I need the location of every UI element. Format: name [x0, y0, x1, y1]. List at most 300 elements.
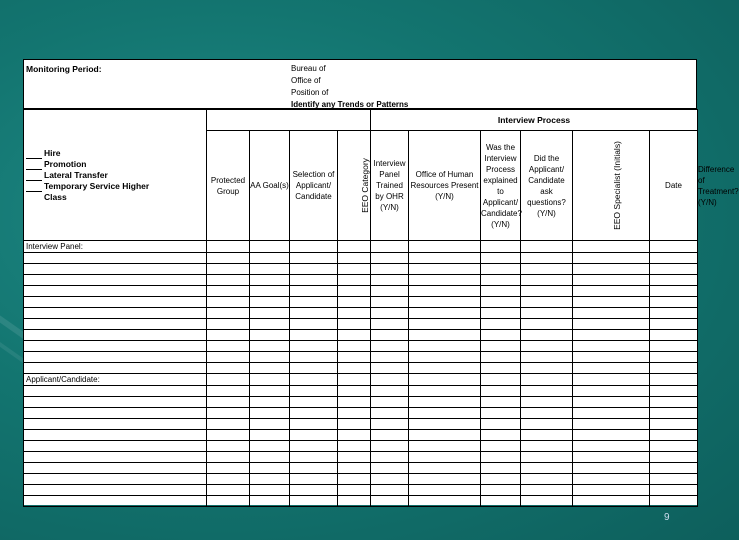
form-cell[interactable]	[650, 408, 698, 419]
row-label-cell[interactable]	[24, 297, 207, 308]
form-cell[interactable]	[650, 286, 698, 297]
form-cell[interactable]	[409, 452, 481, 463]
form-cell[interactable]	[573, 275, 650, 286]
action-type-list	[24, 110, 207, 241]
form-cell[interactable]	[338, 352, 371, 363]
form-cell[interactable]	[650, 452, 698, 463]
action-promotion: Promotion	[44, 158, 87, 169]
form-cell[interactable]	[250, 452, 290, 463]
form-cell[interactable]	[290, 386, 338, 397]
form-cell[interactable]	[290, 496, 338, 507]
form-cell[interactable]	[481, 264, 521, 275]
form-cell[interactable]	[250, 496, 290, 507]
row-label-cell[interactable]	[24, 408, 207, 419]
table-row	[24, 430, 698, 441]
form-cell[interactable]	[573, 430, 650, 441]
form-cell[interactable]	[290, 330, 338, 341]
form-cell[interactable]	[481, 397, 521, 408]
form-cell[interactable]	[207, 397, 250, 408]
form-cell[interactable]	[409, 286, 481, 297]
row-label-cell[interactable]	[24, 474, 207, 485]
form-cell[interactable]	[409, 419, 481, 430]
action-hire: Hire	[44, 147, 61, 158]
form-cell[interactable]	[207, 275, 250, 286]
row-label-cell[interactable]	[24, 419, 207, 430]
form-cell[interactable]	[409, 496, 481, 507]
form-cell[interactable]	[290, 485, 338, 496]
form-cell[interactable]	[290, 264, 338, 275]
row-label-cell[interactable]	[24, 463, 207, 474]
form-cell[interactable]	[250, 441, 290, 452]
row-label-cell[interactable]	[24, 264, 207, 275]
form-cell[interactable]	[371, 485, 409, 496]
col-eeo-specialist-cell	[573, 131, 650, 241]
form-cell[interactable]	[573, 408, 650, 419]
form-cell[interactable]	[481, 319, 521, 330]
row-label-cell[interactable]	[24, 319, 207, 330]
table-row	[24, 463, 698, 474]
form-cell[interactable]	[290, 452, 338, 463]
form-cell[interactable]	[250, 463, 290, 474]
form-cell[interactable]	[573, 496, 650, 507]
form-page	[23, 59, 739, 505]
interview-process-title: Interview Process	[371, 110, 698, 131]
form-cell[interactable]	[290, 419, 338, 430]
form-cell[interactable]	[250, 297, 290, 308]
action-class: Class	[44, 191, 67, 202]
form-cell[interactable]	[371, 496, 409, 507]
form-cell[interactable]	[338, 419, 371, 430]
monitoring-period-label: Monitoring Period:	[26, 64, 102, 74]
form-cell[interactable]	[207, 496, 250, 507]
form-cell[interactable]	[371, 474, 409, 485]
form-cell[interactable]	[573, 308, 650, 319]
form-cell[interactable]	[481, 430, 521, 441]
table-row	[24, 485, 698, 496]
row-label-cell[interactable]	[24, 286, 207, 297]
form-cell[interactable]	[250, 374, 290, 386]
form-cell[interactable]	[573, 485, 650, 496]
form-cell[interactable]	[250, 241, 290, 253]
form-cell[interactable]	[481, 463, 521, 474]
form-cell[interactable]	[650, 352, 698, 363]
form-cell[interactable]	[409, 386, 481, 397]
form-cell[interactable]	[371, 286, 409, 297]
form-cell[interactable]	[481, 485, 521, 496]
form-cell[interactable]	[650, 241, 698, 253]
form-cell[interactable]	[481, 496, 521, 507]
form-cell[interactable]	[207, 474, 250, 485]
row-label-cell[interactable]	[24, 275, 207, 286]
row-label-cell[interactable]	[24, 363, 207, 374]
form-cell[interactable]	[409, 397, 481, 408]
form-cell[interactable]	[573, 441, 650, 452]
form-cell[interactable]	[207, 408, 250, 419]
form-cell[interactable]	[521, 496, 573, 507]
form-cell[interactable]	[409, 441, 481, 452]
form-cell[interactable]	[650, 474, 698, 485]
form-cell[interactable]	[521, 319, 573, 330]
form-cell[interactable]	[573, 374, 650, 386]
form-cell[interactable]	[338, 341, 371, 352]
form-cell[interactable]	[573, 474, 650, 485]
table-row	[24, 419, 698, 430]
form-cell[interactable]	[250, 386, 290, 397]
form-cell[interactable]	[250, 430, 290, 441]
form-cell[interactable]	[338, 297, 371, 308]
form-cell[interactable]	[250, 485, 290, 496]
row-label-cell[interactable]	[24, 397, 207, 408]
form-cell[interactable]	[207, 363, 250, 374]
table-row	[24, 408, 698, 419]
form-cell[interactable]	[521, 363, 573, 374]
form-cell[interactable]	[481, 352, 521, 363]
form-cell[interactable]	[573, 386, 650, 397]
row-label-cell[interactable]	[24, 341, 207, 352]
row-label-cell[interactable]	[24, 308, 207, 319]
form-cell[interactable]	[290, 363, 338, 374]
form-cell[interactable]	[650, 308, 698, 319]
form-cell[interactable]	[650, 297, 698, 308]
form-cell[interactable]	[338, 374, 371, 386]
table-row	[24, 496, 698, 507]
form-cell[interactable]	[371, 397, 409, 408]
form-cell[interactable]	[250, 253, 290, 264]
form-cell[interactable]	[650, 386, 698, 397]
form-cell[interactable]	[650, 485, 698, 496]
form-cell[interactable]	[290, 286, 338, 297]
form-cell[interactable]	[207, 419, 250, 430]
form-cell[interactable]	[290, 463, 338, 474]
office-label: Office of	[291, 76, 321, 85]
form-cell[interactable]	[409, 363, 481, 374]
form-cell[interactable]	[650, 496, 698, 507]
form-cell[interactable]	[521, 286, 573, 297]
form-cell[interactable]	[481, 441, 521, 452]
form-cell[interactable]	[250, 264, 290, 275]
form-cell[interactable]	[650, 397, 698, 408]
form-cell[interactable]	[371, 419, 409, 430]
form-cell[interactable]	[521, 352, 573, 363]
form-cell[interactable]	[481, 308, 521, 319]
form-cell[interactable]	[481, 408, 521, 419]
form-cell[interactable]	[290, 474, 338, 485]
form-cell[interactable]	[290, 374, 338, 386]
form-cell[interactable]	[650, 419, 698, 430]
form-cell[interactable]	[371, 441, 409, 452]
form-cell[interactable]	[371, 408, 409, 419]
col-process-explained: Was the Interview Process explained to Applicant/ Candidate? (Y/N)	[481, 131, 521, 241]
form-cell[interactable]	[338, 430, 371, 441]
form-cell[interactable]	[409, 474, 481, 485]
form-cell[interactable]	[371, 463, 409, 474]
form-cell[interactable]	[409, 308, 481, 319]
form-cell[interactable]	[371, 319, 409, 330]
form-cell[interactable]	[481, 330, 521, 341]
form-cell[interactable]	[338, 408, 371, 419]
form-cell[interactable]	[371, 297, 409, 308]
form-cell[interactable]	[338, 386, 371, 397]
form-cell[interactable]	[650, 463, 698, 474]
form-cell[interactable]	[521, 463, 573, 474]
form-cell[interactable]	[338, 463, 371, 474]
form-cell[interactable]	[481, 253, 521, 264]
form-cell[interactable]	[338, 253, 371, 264]
form-cell[interactable]	[371, 363, 409, 374]
form-cell[interactable]	[371, 386, 409, 397]
table-row	[24, 397, 698, 408]
form-cell[interactable]	[573, 286, 650, 297]
form-cell[interactable]	[481, 286, 521, 297]
form-cell[interactable]	[250, 275, 290, 286]
form-cell[interactable]	[573, 253, 650, 264]
form-cell[interactable]	[650, 319, 698, 330]
form-cell[interactable]	[207, 452, 250, 463]
blank-header-cell	[207, 110, 371, 131]
form-cell[interactable]	[371, 308, 409, 319]
position-label: Position of	[291, 88, 329, 97]
applicant-candidate-label[interactable]: Applicant/Candidate:	[24, 374, 207, 386]
form-cell[interactable]	[481, 275, 521, 286]
form-cell[interactable]	[481, 452, 521, 463]
table-row	[24, 319, 698, 330]
form-cell[interactable]	[521, 330, 573, 341]
form-cell[interactable]	[290, 319, 338, 330]
form-cell[interactable]	[207, 253, 250, 264]
form-cell[interactable]	[521, 419, 573, 430]
form-cell[interactable]	[290, 253, 338, 264]
form-cell[interactable]	[521, 452, 573, 463]
form-cell[interactable]	[573, 241, 650, 253]
form-cell[interactable]	[521, 264, 573, 275]
form-cell[interactable]	[207, 241, 250, 253]
form-cell[interactable]	[207, 297, 250, 308]
form-cell[interactable]	[521, 485, 573, 496]
row-label-cell[interactable]	[24, 330, 207, 341]
form-cell[interactable]	[573, 341, 650, 352]
form-cell[interactable]	[250, 408, 290, 419]
form-cell[interactable]	[290, 441, 338, 452]
form-cell[interactable]	[650, 430, 698, 441]
form-cell[interactable]	[338, 485, 371, 496]
form-cell[interactable]	[521, 441, 573, 452]
form-cell[interactable]	[521, 253, 573, 264]
form-cell[interactable]	[250, 286, 290, 297]
row-label-cell[interactable]	[24, 452, 207, 463]
form-cell[interactable]	[521, 374, 573, 386]
col-protected-group: Protected Group	[207, 131, 250, 241]
form-cell[interactable]	[290, 408, 338, 419]
table-row	[24, 308, 698, 319]
form-cell[interactable]	[371, 352, 409, 363]
form-cell[interactable]	[573, 297, 650, 308]
form-cell[interactable]	[338, 330, 371, 341]
action-temporary-service: Temporary Service Higher	[44, 180, 150, 191]
form-cell[interactable]	[250, 352, 290, 363]
form-cell[interactable]	[521, 275, 573, 286]
form-cell[interactable]	[409, 241, 481, 253]
trends-label: Identify any Trends or Patterns	[291, 100, 409, 109]
form-cell[interactable]	[481, 341, 521, 352]
monitoring-table: Hire Promotion Lateral Transfer Temporary Service Higher Class Interview Process Protected Group AA Goal(s) Selection of Applicant/ Candidate EEO Category Interview Panel Trained by OHR (Y/N) Office of Human Resources Present (Y/N) Was the Interview Process explained to Applicant/ Candidate? (Y/N) Did the Applicant/ Candidate ask questions? (Y/N) EEO Specialist (Initials) Date Difference of Treatment? (Y/N) Interview Panel: Applicant/Candidate:	[23, 109, 698, 507]
form-cell[interactable]	[207, 330, 250, 341]
col-date: Date	[650, 131, 698, 241]
form-cell[interactable]	[207, 485, 250, 496]
form-cell[interactable]	[573, 397, 650, 408]
form-cell[interactable]	[250, 319, 290, 330]
form-cell[interactable]	[207, 386, 250, 397]
table-row	[24, 297, 698, 308]
form-cell[interactable]	[338, 241, 371, 253]
form-cell[interactable]	[573, 363, 650, 374]
row-label-cell[interactable]	[24, 430, 207, 441]
form-cell[interactable]	[409, 408, 481, 419]
form-cell[interactable]	[481, 241, 521, 253]
form-cell[interactable]	[573, 452, 650, 463]
form-cell[interactable]	[371, 452, 409, 463]
row-label-cell[interactable]	[24, 352, 207, 363]
form-cell[interactable]	[481, 386, 521, 397]
form-cell[interactable]	[521, 430, 573, 441]
form-cell[interactable]	[338, 308, 371, 319]
form-cell[interactable]	[573, 419, 650, 430]
form-cell[interactable]	[338, 286, 371, 297]
form-cell[interactable]	[290, 430, 338, 441]
table-row	[24, 452, 698, 463]
header-fields	[291, 63, 408, 111]
form-cell[interactable]	[521, 297, 573, 308]
form-cell[interactable]	[521, 341, 573, 352]
form-cell[interactable]	[371, 241, 409, 253]
row-label-cell[interactable]	[24, 485, 207, 496]
form-cell[interactable]	[207, 430, 250, 441]
form-cell[interactable]	[409, 374, 481, 386]
form-cell[interactable]	[409, 253, 481, 264]
form-cell[interactable]	[409, 463, 481, 474]
form-cell[interactable]	[290, 275, 338, 286]
form-cell[interactable]	[521, 308, 573, 319]
form-cell[interactable]	[207, 374, 250, 386]
form-cell[interactable]	[250, 474, 290, 485]
form-cell[interactable]	[409, 341, 481, 352]
form-cell[interactable]	[650, 264, 698, 275]
form-cell[interactable]	[573, 264, 650, 275]
form-cell[interactable]	[521, 386, 573, 397]
form-cell[interactable]	[338, 275, 371, 286]
form-cell[interactable]	[290, 297, 338, 308]
form-cell[interactable]	[409, 330, 481, 341]
table-row	[24, 253, 698, 264]
action-lateral-transfer: Lateral Transfer	[44, 169, 108, 180]
form-cell[interactable]	[371, 275, 409, 286]
form-cell[interactable]	[371, 374, 409, 386]
col-selection: Selection of Applicant/ Candidate	[290, 131, 338, 241]
form-cell[interactable]	[521, 241, 573, 253]
form-cell[interactable]	[338, 264, 371, 275]
form-cell[interactable]	[250, 363, 290, 374]
form-cell[interactable]	[371, 341, 409, 352]
col-panel-trained: Interview Panel Trained by OHR (Y/N)	[371, 131, 409, 241]
form-cell[interactable]	[650, 374, 698, 386]
form-cell[interactable]	[409, 430, 481, 441]
col-eeo-category: EEO Category	[359, 158, 370, 213]
form-cell[interactable]	[338, 452, 371, 463]
form-cell[interactable]	[521, 474, 573, 485]
form-cell[interactable]	[409, 275, 481, 286]
bureau-label: Bureau of	[291, 64, 326, 73]
form-cell[interactable]	[250, 330, 290, 341]
form-cell[interactable]	[371, 330, 409, 341]
form-cell[interactable]	[409, 264, 481, 275]
form-cell[interactable]	[290, 308, 338, 319]
row-label-cell[interactable]	[24, 441, 207, 452]
form-cell[interactable]	[573, 352, 650, 363]
form-cell[interactable]	[290, 241, 338, 253]
form-cell[interactable]	[207, 286, 250, 297]
form-cell[interactable]	[207, 341, 250, 352]
form-cell[interactable]	[521, 408, 573, 419]
form-cell[interactable]	[338, 319, 371, 330]
form-cell[interactable]	[207, 441, 250, 452]
form-cell[interactable]	[338, 363, 371, 374]
form-cell[interactable]	[481, 297, 521, 308]
form-cell[interactable]	[409, 485, 481, 496]
form-cell[interactable]	[573, 463, 650, 474]
form-cell[interactable]	[409, 352, 481, 363]
form-cell[interactable]	[481, 374, 521, 386]
table-row	[24, 341, 698, 352]
form-cell[interactable]	[650, 363, 698, 374]
form-cell[interactable]	[290, 352, 338, 363]
form-cell[interactable]	[650, 275, 698, 286]
form-cell[interactable]	[409, 319, 481, 330]
row-label-cell[interactable]	[24, 253, 207, 264]
row-label-cell[interactable]	[24, 496, 207, 507]
form-cell[interactable]	[573, 319, 650, 330]
form-cell[interactable]	[409, 297, 481, 308]
interview-panel-label[interactable]: Interview Panel:	[24, 241, 207, 253]
form-cell[interactable]	[650, 253, 698, 264]
form-cell[interactable]	[207, 352, 250, 363]
form-cell[interactable]	[573, 330, 650, 341]
form-cell[interactable]	[650, 341, 698, 352]
form-cell[interactable]	[338, 441, 371, 452]
form-cell[interactable]	[207, 319, 250, 330]
form-cell[interactable]	[207, 264, 250, 275]
form-cell[interactable]	[250, 397, 290, 408]
form-cell[interactable]	[250, 341, 290, 352]
row-label-cell[interactable]	[24, 386, 207, 397]
form-cell[interactable]	[207, 463, 250, 474]
form-cell[interactable]	[290, 397, 338, 408]
form-cell[interactable]	[290, 341, 338, 352]
form-cell[interactable]	[338, 474, 371, 485]
form-cell[interactable]	[371, 253, 409, 264]
form-cell[interactable]	[338, 397, 371, 408]
form-cell[interactable]	[250, 419, 290, 430]
form-cell[interactable]	[521, 397, 573, 408]
form-cell[interactable]	[371, 430, 409, 441]
form-cell[interactable]	[371, 264, 409, 275]
form-cell[interactable]	[481, 363, 521, 374]
form-cell[interactable]	[650, 441, 698, 452]
form-cell[interactable]	[207, 308, 250, 319]
form-cell[interactable]	[250, 308, 290, 319]
form-cell[interactable]	[481, 419, 521, 430]
form-cell[interactable]	[338, 496, 371, 507]
form-cell[interactable]	[481, 474, 521, 485]
form-cell[interactable]	[650, 330, 698, 341]
